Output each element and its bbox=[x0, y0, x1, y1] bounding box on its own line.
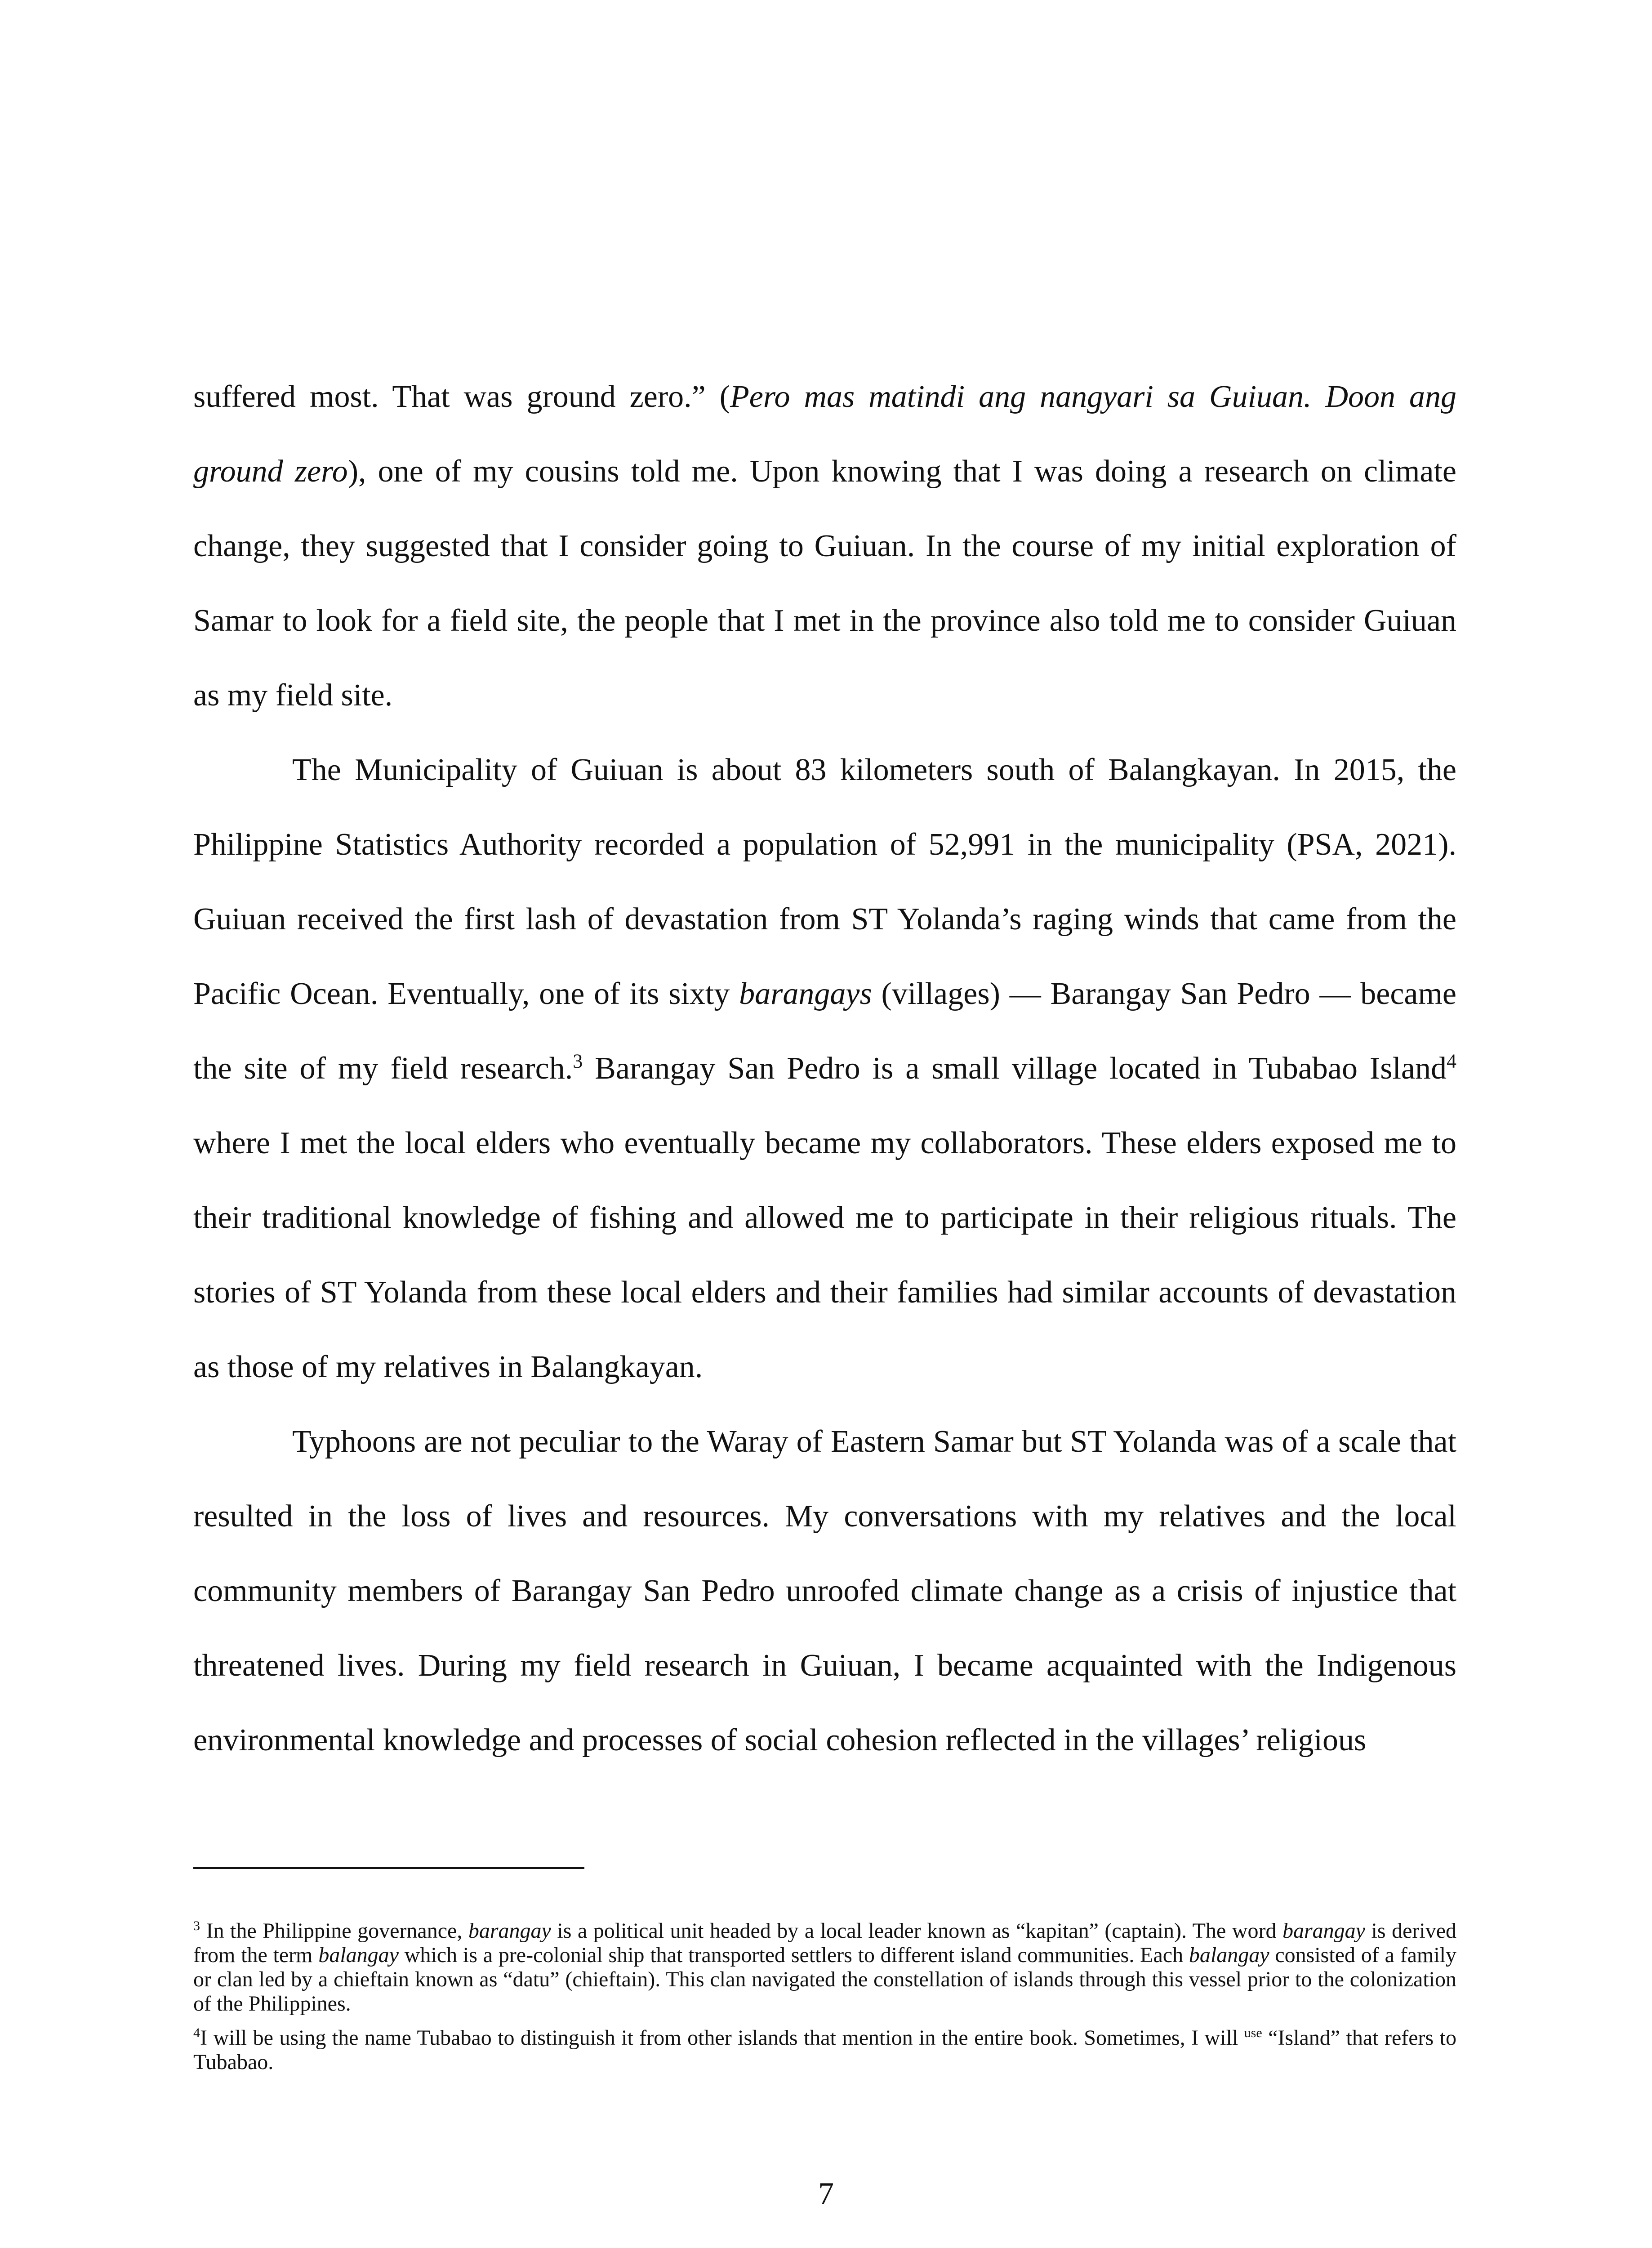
footnote-separator bbox=[193, 1867, 584, 1869]
footnote-4 bbox=[193, 2026, 1456, 2074]
text-run: (villages) — Barangay San Pedro — became the site of my field research. bbox=[193, 977, 1456, 1086]
text-run: In the Philippine governance, bbox=[200, 1919, 468, 1943]
footnote-ref-4[interactable]: 4 bbox=[1447, 1050, 1456, 1072]
paragraph-1 bbox=[193, 360, 1456, 733]
italic-term: barangays bbox=[739, 977, 872, 1011]
text-run: The Municipality of Guiuan is about 83 kilometers south of Balangkayan. In 2015, the Philippine Statistics Authority recorded a population of 52,991 in the municipality (PSA, 2021). Guiuan received the first lash of devastation from ST Yolanda’s raging winds that came from the Pacific Ocean. Eventually, one of its sixty bbox=[193, 753, 1456, 1011]
text-run: which is a pre-colonial ship that transported settlers to different island communities. Each bbox=[398, 1943, 1189, 1967]
text-run: is a political unit headed by a local leader known as “kapitan” (captain). The word bbox=[551, 1919, 1282, 1943]
text-run: is derived from the term bbox=[193, 1919, 1457, 1967]
paragraph-2 bbox=[193, 733, 1456, 1405]
italic-term: barangay bbox=[468, 1919, 551, 1943]
text-run: ), one of my cousins told me. Upon knowing that I was doing a research on climate change, they suggested that I consider going to Guiuan. In the course of my initial exploration of Samar to look for a field site, the people that I met in the province also told me to consider Guiuan as my field site. bbox=[193, 454, 1456, 713]
italic-term: balangay bbox=[1189, 1943, 1269, 1967]
page-number: 7 bbox=[818, 2177, 834, 2211]
italic-term: balangay bbox=[318, 1943, 399, 1967]
text-run: where I met the local elders who eventually became my collaborators. These elders exposed me to their traditional knowledge of fishing and allowed me to participate in their religious rituals. The stories of ST Yolanda from these local elders and their families had similar accounts of devastation as those of my relatives in Balangkayan. bbox=[193, 1126, 1456, 1384]
paragraph-3: Typhoons are not peculiar to the Waray of Eastern Samar but ST Yolanda was of a scale that resulted in the loss of lives and resources. My conversations with my relatives and the local community members of Barangay San Pedro unroofed climate change as a crisis of injustice that threatened lives. During my field research in Guiuan, I became acquainted with the Indigenous environmental knowledge and processes of social cohesion reflected in the villages’ religious bbox=[193, 1424, 1456, 1757]
body-text bbox=[193, 360, 1456, 1778]
text-run: suffered most. That was ground zero.” ( bbox=[193, 379, 730, 414]
footnote-3 bbox=[193, 1919, 1456, 2016]
text-run: “Island” that refers to Tubabao. bbox=[193, 2026, 1457, 2074]
italic-term: barangay bbox=[1282, 1919, 1365, 1943]
italic-quote: Pero mas matindi ang nangyari sa Guiuan. Doon ang ground zero bbox=[193, 379, 1457, 489]
footnote-marker: 3 bbox=[193, 1918, 200, 1933]
footnotes bbox=[193, 1919, 1456, 2084]
text-run: consisted of a family or clan led by a chieftain known as “datu” (chieftain). This clan navigated the constellation of islands through this vessel prior to the colonization of the Philippines. bbox=[193, 1943, 1456, 2016]
text-run: Barangay San Pedro is a small village located in Tubabao Island bbox=[583, 1051, 1447, 1086]
raised-word: use bbox=[1244, 2025, 1262, 2040]
footnote-ref-3[interactable]: 3 bbox=[573, 1050, 583, 1072]
footnote-marker: 4 bbox=[193, 2025, 200, 2040]
text-run: I will be using the name Tubabao to distinguish it from other islands that mention in the entire book. Sometimes, I will bbox=[200, 2026, 1244, 2050]
